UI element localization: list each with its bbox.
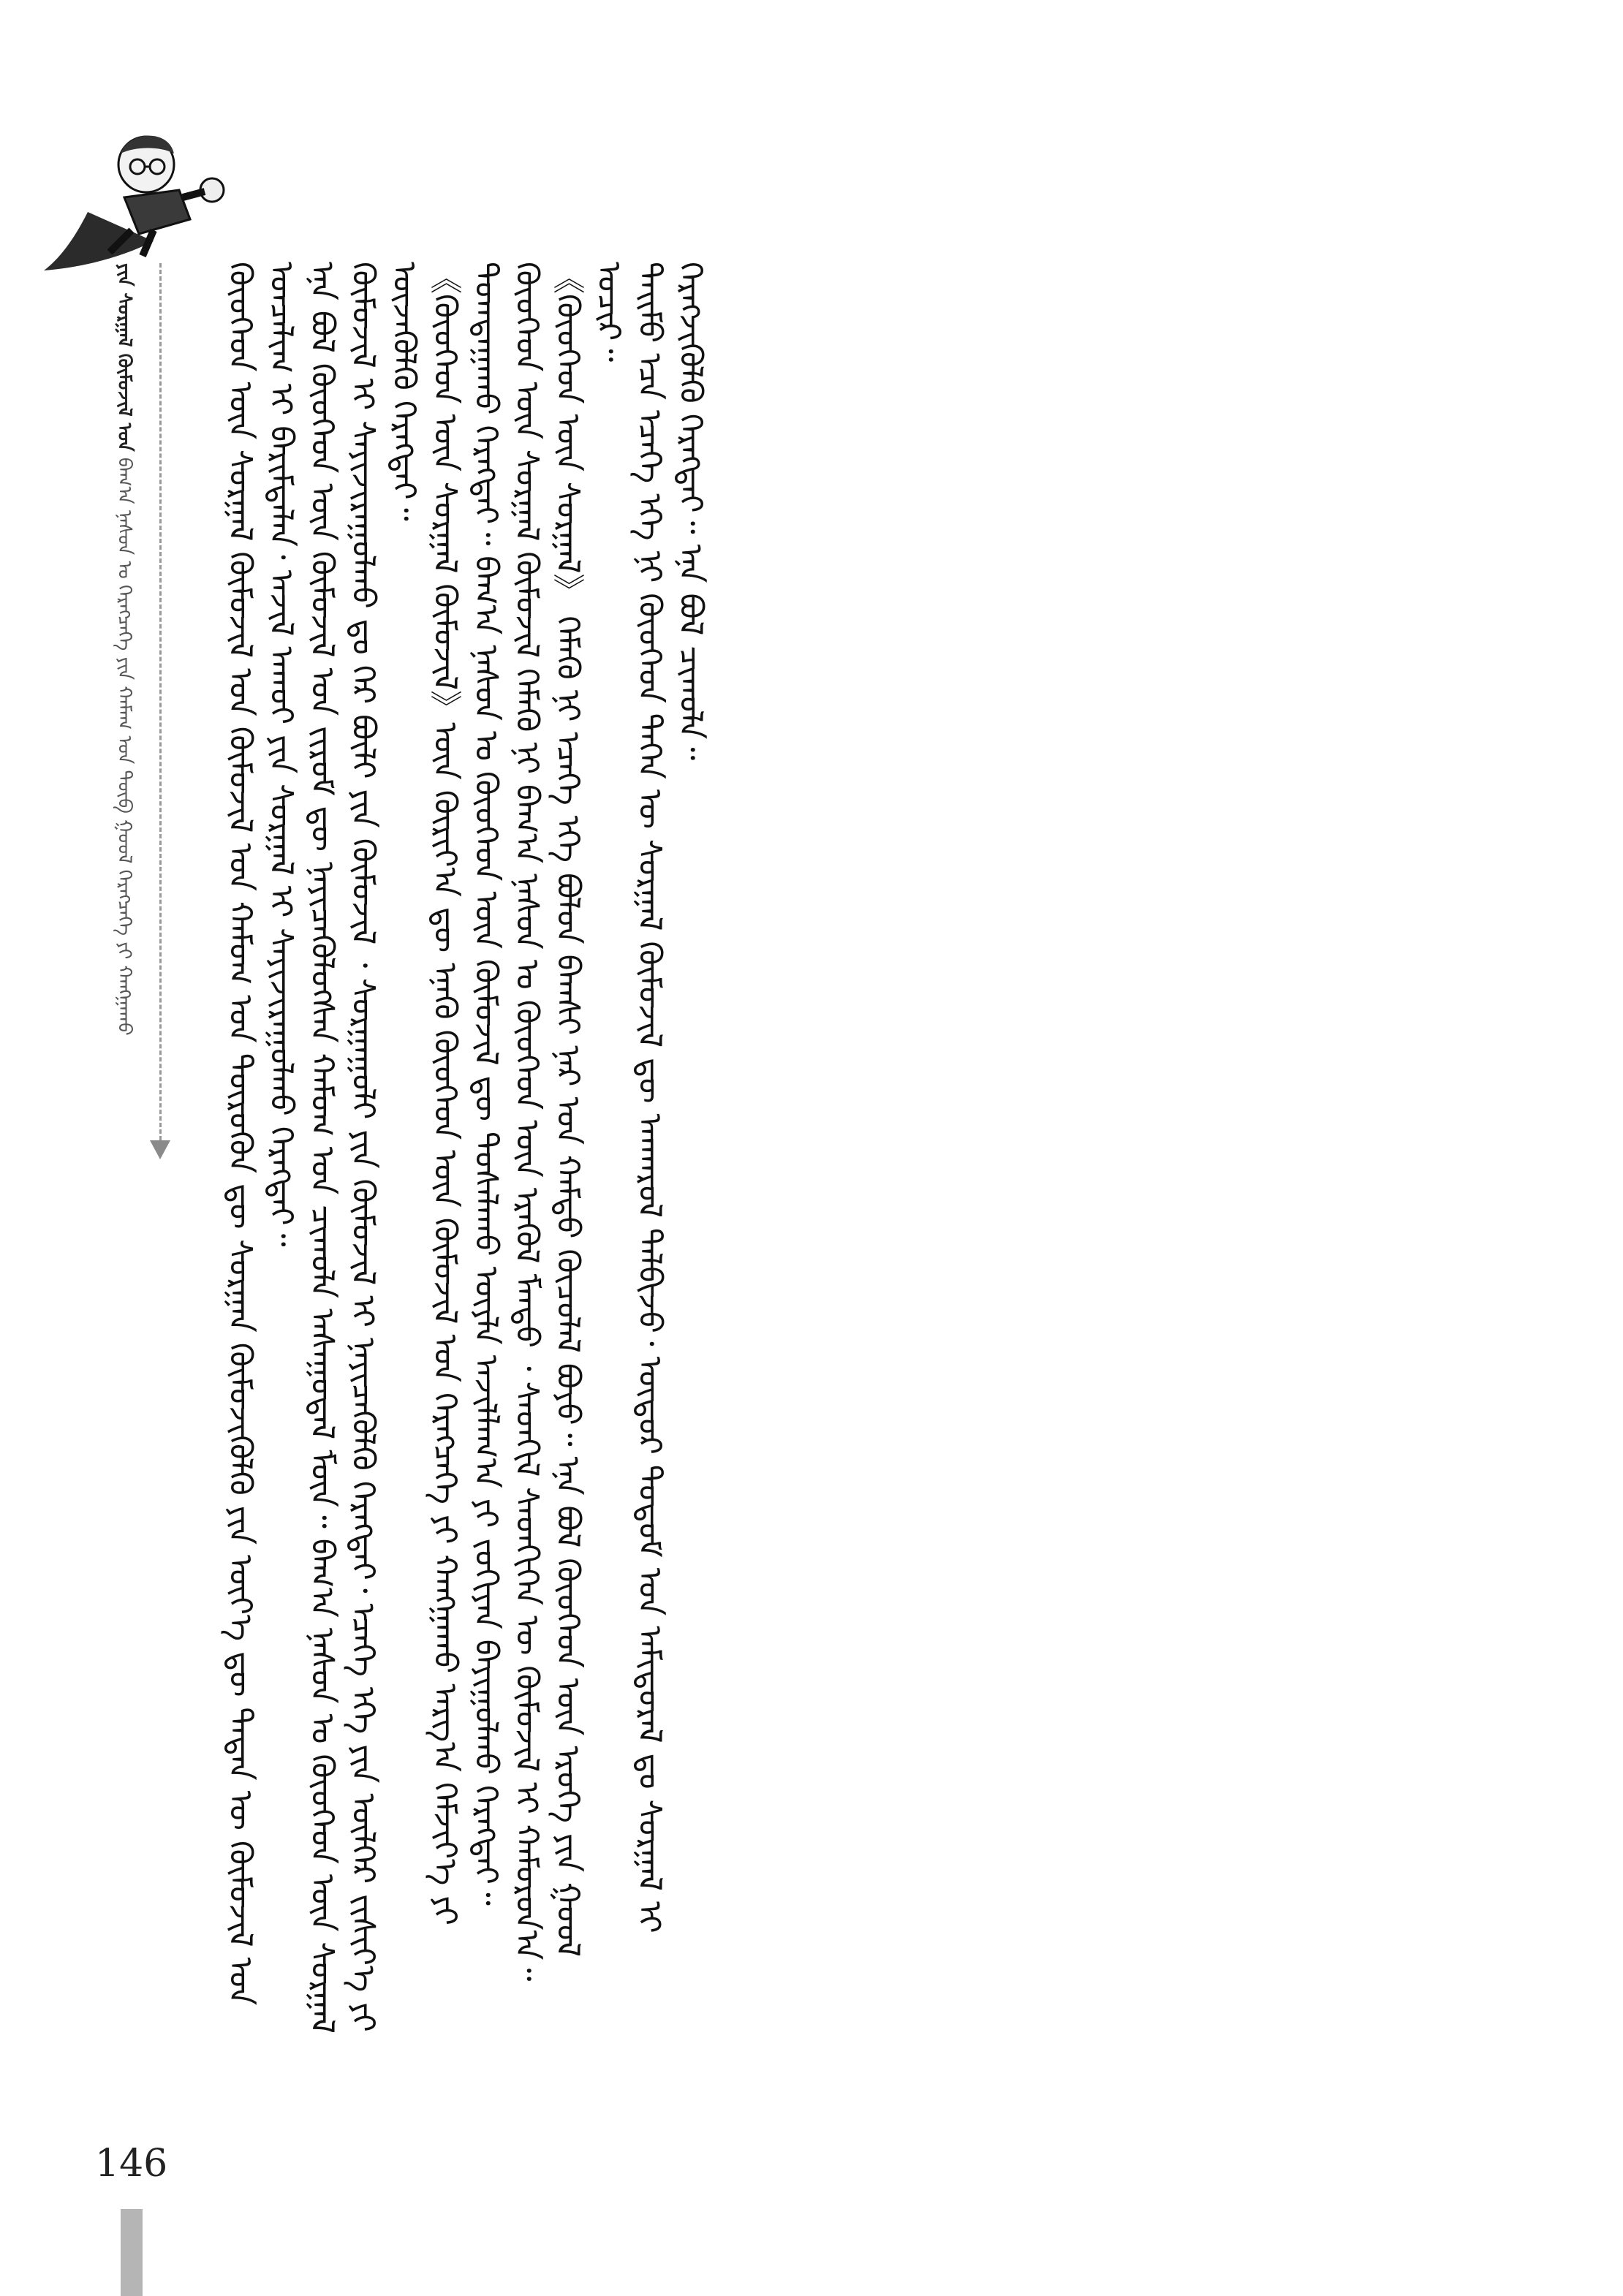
page-number-bar [121,2209,143,2296]
running-head-part2: ᠪᠠᠭ᠎ᠠ ᠨᠠᠰᠤᠨ ᠤ ᠬᠡᠷᠡᠭᠴᠡᠭᠡ ᠶᠢᠨ ᠬᠠᠮᠠᠭ ᠤᠨ ᠲᠥᠪ ᠭᠣᠣᠯ ᠬᠡᠷᠡᠭᠴᠡᠭᠡ ᠶᠢ ᠬᠠᠩᠭᠠᠬᠤ [113,457,135,1036]
running-head-part1: ᠶᠢᠨ ᠰᠤᠷᠭᠠᠯ ᠬᠦᠮᠦᠵᠢᠯ ᠤᠨ [113,263,135,452]
paragraph: ᠲᠡᠢᠮᠦ ᠡᠴᠡ ᠡᠴᠡᠭᠡ ᠡᠬᠡ ᠨᠢ ᠬᠦᠦᠬᠡᠳ ᠲᠡᠭᠡᠨ ᠦ ᠰᠤᠷᠭᠠᠯ ᠬᠦᠮᠦᠵᠢᠯ ᠳᠦ ᠠᠨᠬᠠᠷᠤᠯ ᠲᠠᠯᠪᠢᠵᠤ᠂ ᠥᠳᠥᠷ ᠲᠤᠲᠤᠮ ᠤᠨ ᠠᠮᠢᠳᠤᠷᠠᠯ ᠳᠤ ᠰᠤᠷᠭᠠᠯ ᠢ ᠬᠡᠷᠡᠭᠵᠢᠭᠦᠯᠬᠦ ᠬᠡᠷᠡᠭᠲᠡᠢ᠃ ᠡᠨᠡ ᠪᠣᠯ ᠴᠢᠬᠤᠯᠠ᠃ [631,262,709,1933]
running-head [110,263,139,1140]
body-text [219,219,1477,2061]
header-dashed-line [159,263,162,1140]
paragraph: ᠬᠦᠦᠬᠡᠳ ᠦᠨ ᠰᠤᠷᠭᠠᠯ ᠬᠦᠮᠦᠵᠢᠯ ᠤᠨ ᠬᠦᠮᠦᠵᠢᠯ ᠤᠨ ᠬᠠᠮᠤᠭ ᠤᠨ ᠲᠦᠷᠦᠭᠦᠨ ᠳᠦ ᠰᠤᠷᠭᠠᠨ ᠬᠦᠮᠦᠵᠢᠬᠦᠯᠬᠦ ᠶᠢᠨ ᠦᠶ᠎ᠡ ᠳᠦ ᠲᠡᠳᠡᠨ ᠦ ᠬᠦᠮᠦᠵᠢᠯ ᠤᠨ ᠣᠨᠴᠠᠯᠢᠭ ᠢ ᠪᠠᠷᠢᠮᠲᠠᠯᠠᠨ᠂ ᠠᠵᠢᠯ ᠠᠬᠤᠢ ᠶᠢᠨ ᠰᠤᠷᠭᠠᠯ ᠢ ᠰᠠᠶᠢᠵᠢᠷᠠᠭᠤᠯᠬᠤ ᠬᠡᠷᠡᠭᠲᠡᠢ᠃ [222,262,300,2006]
paragraph: ᠡᠨᠡ ᠪᠣᠯ ᠬᠦᠦᠬᠡᠳ ᠦᠨ ᠬᠦᠮᠦᠵᠢᠯ ᠤᠨ ᠵᠢᠷᠤᠮ ᠳᠦ ᠨᠡᠶᠢᠴᠡᠭᠦᠯᠦᠭᠰᠡᠨ ᠬᠠᠮᠤᠭ ᠤᠨ ᠴᠢᠬᠤᠯᠠ ᠠᠰᠠᠭᠤᠳᠠᠯ ᠮᠥᠨ᠃ ᠪᠠᠭ᠎ᠠ ᠨᠠᠰᠤᠨ ᠤ ᠬᠦᠦᠬᠡᠳ ᠦᠨ ᠰᠤᠷᠭᠠᠯ ᠬᠦᠮᠦᠵᠢᠯ ᠢ ᠰᠠᠶᠢᠵᠢᠷᠠᠭᠤᠯᠬᠤ ᠳᠤ ᠭᠡᠷ ᠪᠦᠯᠢ ᠶᠢᠨ ᠬᠦᠮᠦᠵᠢᠯ ᠂ ᠰᠤᠷᠭᠠᠭᠤᠯᠢ ᠶᠢᠨ ᠬᠦᠮᠦᠵᠢᠯ ᠢ ᠨᠡᠶᠢᠴᠡᠭᠦᠯᠬᠦ ᠬᠡᠷᠡᠭᠲᠡᠢ᠂ ᠡᠴᠡᠭᠡ ᠡᠬᠡ ᠶᠢᠨ ᠦᠯᠬᠡᠷ ᠵᠢᠱᠢᠶ᠎ᠡ ᠶᠢ ᠦᠵᠡᠭᠦᠯᠬᠦ ᠬᠡᠷᠡᠭᠲᠡᠢ᠃ [303,262,423,2034]
paragraph: ᠬᠦᠦᠬᠡᠳ ᠦᠨ ᠰᠤᠷᠭᠠᠯ ᠬᠦᠮᠦᠵᠢᠯ ᠬᠡᠮᠡᠬᠦ ᠨᠢ ᠪᠠᠭ᠎ᠠ ᠨᠠᠰᠤᠨ ᠤ ᠬᠦᠦᠬᠡᠳ ᠦᠨ ᠡᠷᠡᠭᠦᠯ ᠮᠡᠨᠳᠦ ᠂ ᠰᠡᠳᠬᠢᠯ ᠰᠡᠳᠬᠢᠭᠡᠨ ᠦ ᠬᠦᠮᠦᠵᠢᠯ ᠢ ᠬᠠᠮᠤᠷᠤᠨ᠎ᠠ᠃ 《ᠬᠦᠦᠬᠡᠳ ᠦᠨ ᠰᠤᠷᠭᠠᠯ》 ᠬᠡᠮᠡᠬᠦ ᠨᠢ ᠡᠴᠡᠭᠡ ᠡᠬᠡ ᠪᠣᠯᠤᠨ ᠪᠠᠭᠰᠢ ᠨᠠᠷ ᠤᠨ ᠬᠠᠮᠲᠤ ᠬᠦᠴᠦᠯᠡᠯ ᠪᠤᠶᠤ᠃ ᠡᠨᠡ ᠪᠣᠯ ᠬᠦᠦᠬᠡᠳ ᠦᠨ ᠡᠷᠦᠬᠡ ᠶᠢᠨ ᠭᠣᠣᠯ ᠤᠴᠢᠷ᠃ [508,262,627,1982]
mascot-illustration [44,132,227,278]
down-arrow-icon [150,1140,170,1159]
paragraph: 《ᠬᠦᠦᠬᠡᠳ ᠦᠨ ᠰᠤᠷᠭᠠᠯ ᠬᠦᠮᠦᠵᠢᠯ》ᠦᠨ ᠬᠦᠷᠢᠶ᠎ᠡᠨ ᠳᠦ ᠡᠨᠡᠬᠦ ᠬᠦᠦᠬᠡᠳ ᠦᠨ ᠬᠦᠮᠦᠵᠢᠯ ᠤᠨ ᠬᠡᠷᠡᠭᠴᠡᠭᠡ ᠶᠢ ᠬᠠᠩᠭᠠᠬᠤ ᠠᠷᠭ᠎ᠠ ᠬᠡᠮᠵᠢᠶ᠎ᠡ ᠶᠢ ᠲᠣᠭᠲᠠᠭᠠᠬᠤ ᠬᠡᠷᠡᠭᠲᠡᠢ᠃ ᠪᠠᠭ᠎ᠠ ᠨᠠᠰᠤᠨ ᠤ ᠬᠦᠦᠬᠡᠳ ᠦᠨ ᠬᠦᠮᠦᠵᠢᠯ ᠳᠦ ᠲᠤᠰᠠᠯᠠᠬᠤ ᠦᠶᠯᠡ ᠠᠵᠢᠯᠯᠠᠭ᠎ᠠ ᠶᠢ ᠵᠣᠬᠢᠶᠠᠨ ᠪᠠᠶᠢᠭᠤᠯᠬᠤ ᠬᠡᠷᠡᠭᠲᠡᠢ᠃ [426,262,504,1925]
page-number: 146 [95,2142,168,2186]
